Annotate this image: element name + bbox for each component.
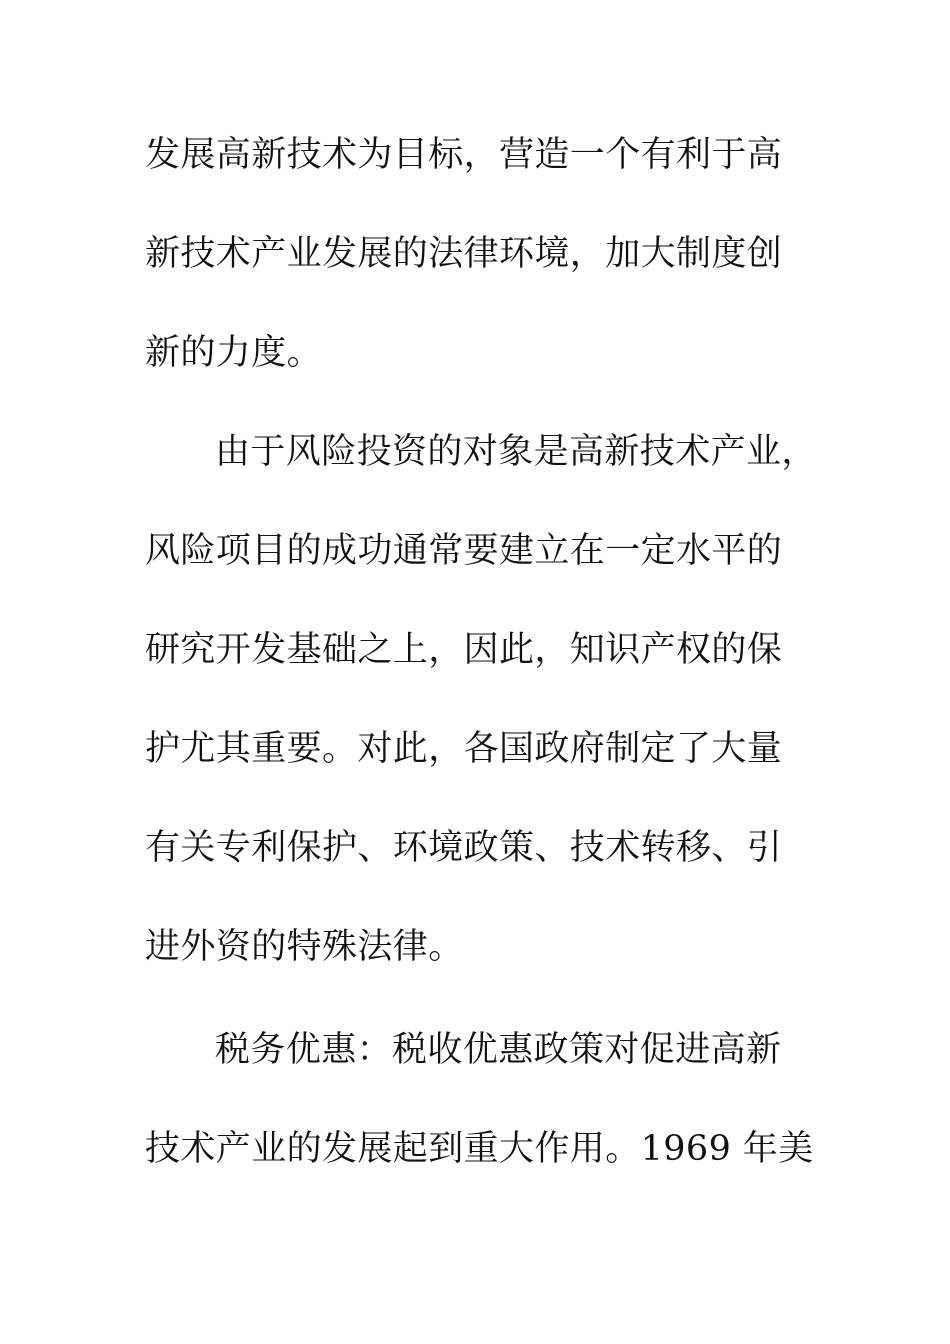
text-line: 新技术产业发展的法律环境，加大制度创 (145, 234, 783, 274)
text-line: 技术产业的发展起到重大作用。1969 年美 (145, 1129, 814, 1169)
text-line: 护尤其重要。对此，各国政府制定了大量 (145, 729, 783, 769)
text-line: 研究开发基础之上，因此，知识产权的保 (145, 630, 783, 670)
paragraph-first-line: 由于风险投资的对象是高新技术产业， (215, 432, 817, 472)
text-line: 风险项目的成功通常要建立在一定水平的 (145, 531, 783, 571)
text-line: 有关专利保护、环境政策、技术转移、引 (145, 828, 783, 868)
paragraph-first-line: 税务优惠：税收优惠政策对促进高新 (215, 1030, 782, 1070)
text-line: 发展高新技术为目标，营造一个有利于高 (145, 135, 783, 175)
text-line: 进外资的特殊法律。 (145, 927, 464, 967)
text-line: 新的力度。 (145, 333, 323, 373)
